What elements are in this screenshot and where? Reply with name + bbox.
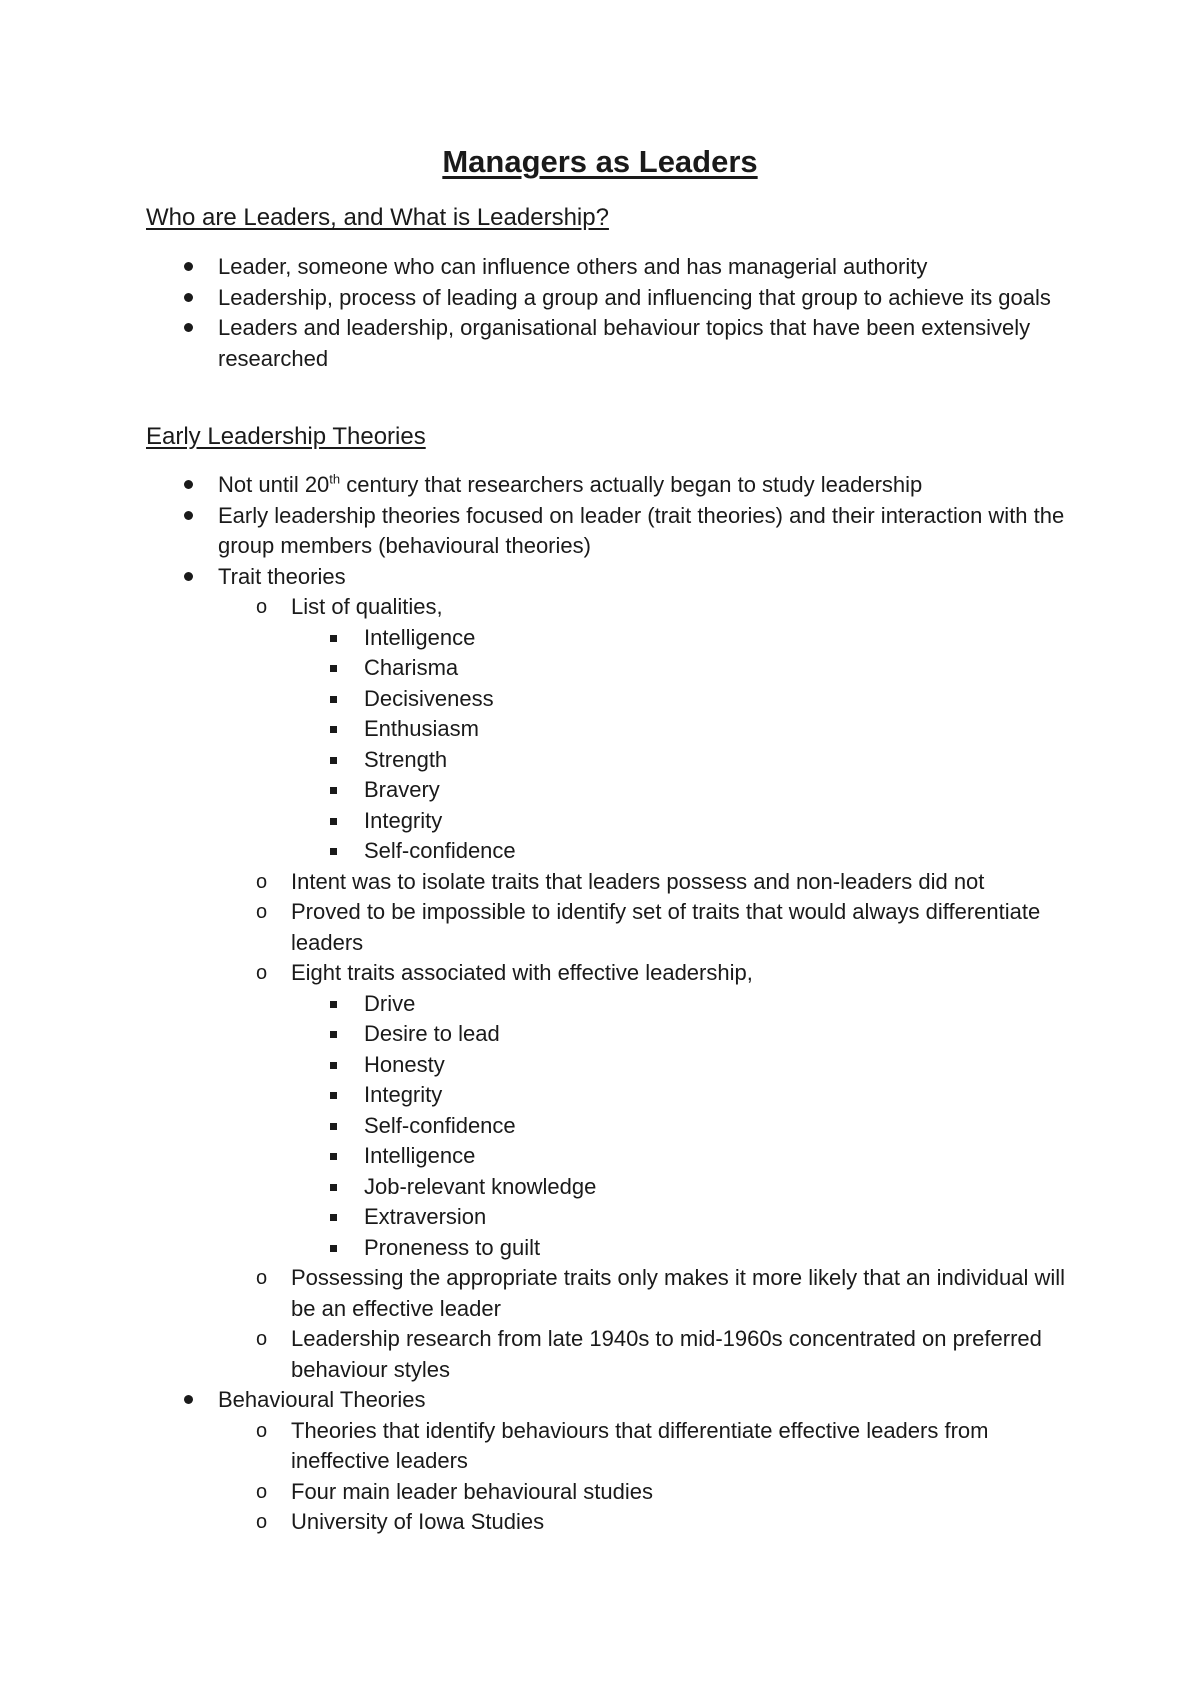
square-list-item [291, 745, 1070, 776]
bullet-disc-icon [184, 511, 193, 520]
list-item-text: Behavioural Theories [218, 1387, 426, 1412]
qualities-list [291, 623, 1070, 867]
square-bullet-icon [330, 1092, 337, 1099]
square-list-item [291, 1080, 1070, 1111]
circle-bullet-icon: o [256, 901, 268, 923]
list-item [0, 283, 1200, 314]
item-text: Charisma [364, 655, 459, 680]
sublist-item-text: Leadership research from late 1940s to mid-1960s concentrated on preferred behaviour styles [291, 1326, 1042, 1382]
item-text: Intelligence [364, 1143, 476, 1168]
sublist-item [218, 867, 1070, 898]
behavioural-theories-sublist [218, 1416, 1070, 1538]
sublist-item [218, 592, 1070, 867]
sublist-item-text: Theories that identify behaviours that differentiate effective leaders from ineffective leaders [291, 1417, 989, 1473]
text-fragment: Not until 20 [218, 472, 330, 497]
square-bullet-icon [330, 848, 337, 855]
sublist-item [218, 1477, 1070, 1508]
item-text: Honesty [364, 1051, 445, 1077]
bullet-disc-icon [184, 572, 193, 581]
sublist-item [218, 1507, 1070, 1538]
item-text: Proneness to guilt [364, 1234, 541, 1260]
sublist-item [218, 1416, 1070, 1477]
item-text: Self-confidence [364, 838, 516, 863]
square-bullet-icon [330, 665, 337, 672]
list-item [0, 313, 1200, 374]
sublist-item [218, 1263, 1070, 1324]
list-item-text: Trait theories [218, 563, 346, 589]
square-bullet-icon [330, 757, 337, 764]
sublist-item-text: Eight traits associated with effective leadership, [291, 960, 753, 985]
sublist-item [218, 958, 1070, 1263]
bullet-disc-icon [184, 293, 193, 302]
square-bullet-icon [330, 1031, 337, 1038]
square-list-item [291, 623, 1070, 654]
circle-bullet-icon: o [256, 870, 268, 893]
circle-bullet-icon: o [256, 962, 268, 984]
bullet-disc-icon [184, 262, 193, 271]
circle-bullet-icon: o [256, 596, 268, 618]
item-text: Drive [364, 990, 416, 1016]
circle-bullet-icon: o [256, 1480, 268, 1503]
sublist-item-text: University of Iowa Studies [291, 1509, 545, 1534]
superscript: th [329, 471, 341, 487]
square-list-item [291, 1019, 1070, 1050]
square-list-item [291, 653, 1070, 684]
item-text: Job-relevant knowledge [364, 1173, 597, 1199]
square-list-item [291, 1141, 1070, 1172]
list-item-text: Leaders and leadership, organisational behaviour topics that have been extensively researched [218, 315, 1031, 371]
circle-bullet-icon: o [256, 1328, 268, 1350]
square-list-item [291, 1111, 1070, 1142]
sublist-item-text: Intent was to isolate traits that leaders possess and non-leaders did not [291, 868, 985, 894]
square-bullet-icon [330, 1245, 337, 1252]
sublist-item [218, 1324, 1070, 1385]
square-bullet-icon [330, 726, 337, 733]
item-text: Bravery [364, 777, 440, 802]
section-heading-who-are-leaders: Who are Leaders, and What is Leadership? [146, 204, 609, 231]
circle-bullet-icon: o [256, 1511, 268, 1533]
square-bullet-icon [330, 635, 337, 642]
square-list-item [291, 989, 1070, 1020]
item-text: Integrity [364, 807, 443, 833]
square-bullet-icon [330, 1123, 337, 1130]
list-item-text: Leader, someone who can influence others and has managerial authority [218, 254, 928, 279]
square-bullet-icon [330, 1184, 337, 1191]
list-item-behavioural-theories [0, 1385, 1200, 1538]
square-bullet-icon [330, 1214, 337, 1221]
item-text: Decisiveness [364, 685, 494, 711]
sublist-item-text: Proved to be impossible to identify set of traits that would always differentiate leaders [291, 899, 1041, 955]
square-list-item [291, 1050, 1070, 1081]
section1-list [0, 252, 1200, 374]
item-text: Strength [364, 746, 448, 772]
square-bullet-icon [330, 1001, 337, 1008]
trait-theories-sublist [218, 592, 1070, 1385]
bullet-disc-icon [184, 480, 193, 489]
square-list-item [291, 775, 1070, 806]
sublist-item-text: Four main leader behavioural studies [291, 1478, 653, 1504]
sublist-item [218, 897, 1070, 958]
item-text: Integrity [364, 1082, 443, 1107]
square-list-item [291, 714, 1070, 745]
list-item [0, 501, 1200, 562]
bullet-disc-icon [184, 323, 193, 332]
square-list-item [291, 806, 1070, 837]
sublist-item-text: Possessing the appropriate traits only makes it more likely that an individual will be an effective leader [291, 1265, 1066, 1321]
sublist-item-text: List of qualities, [291, 594, 443, 619]
list-item [0, 470, 1200, 501]
square-list-item [291, 1233, 1070, 1264]
item-text: Intelligence [364, 624, 476, 650]
square-list-item [291, 1172, 1070, 1203]
item-text: Desire to lead [364, 1021, 500, 1046]
square-bullet-icon [330, 696, 337, 703]
list-item-trait-theories [0, 562, 1200, 1386]
list-item [0, 252, 1200, 283]
list-item-text: Early leadership theories focused on leader (trait theories) and their interaction with the group members (behavioural theories) [218, 502, 1065, 558]
item-text: Extraversion [364, 1204, 487, 1229]
square-bullet-icon [330, 787, 337, 794]
square-bullet-icon [330, 818, 337, 825]
square-list-item [291, 1202, 1070, 1233]
bullet-disc-icon [184, 1395, 193, 1404]
eight-traits-list [291, 989, 1070, 1264]
section-heading-early-leadership-theories: Early Leadership Theories [146, 423, 426, 450]
square-bullet-icon [330, 1153, 337, 1160]
square-bullet-icon [330, 1062, 337, 1069]
list-item-text: Leadership, process of leading a group and influencing that group to achieve its goals [218, 284, 1051, 310]
item-text: Enthusiasm [364, 716, 479, 741]
square-list-item [291, 836, 1070, 867]
page-title: Managers as Leaders [442, 144, 758, 179]
circle-bullet-icon: o [256, 1267, 268, 1289]
square-list-item [291, 684, 1070, 715]
list-item-text [218, 472, 922, 497]
circle-bullet-icon: o [256, 1419, 268, 1442]
item-text: Self-confidence [364, 1112, 516, 1138]
section2-list [0, 470, 1200, 1538]
text-fragment: century that researchers actually began to study leadership [340, 472, 923, 497]
